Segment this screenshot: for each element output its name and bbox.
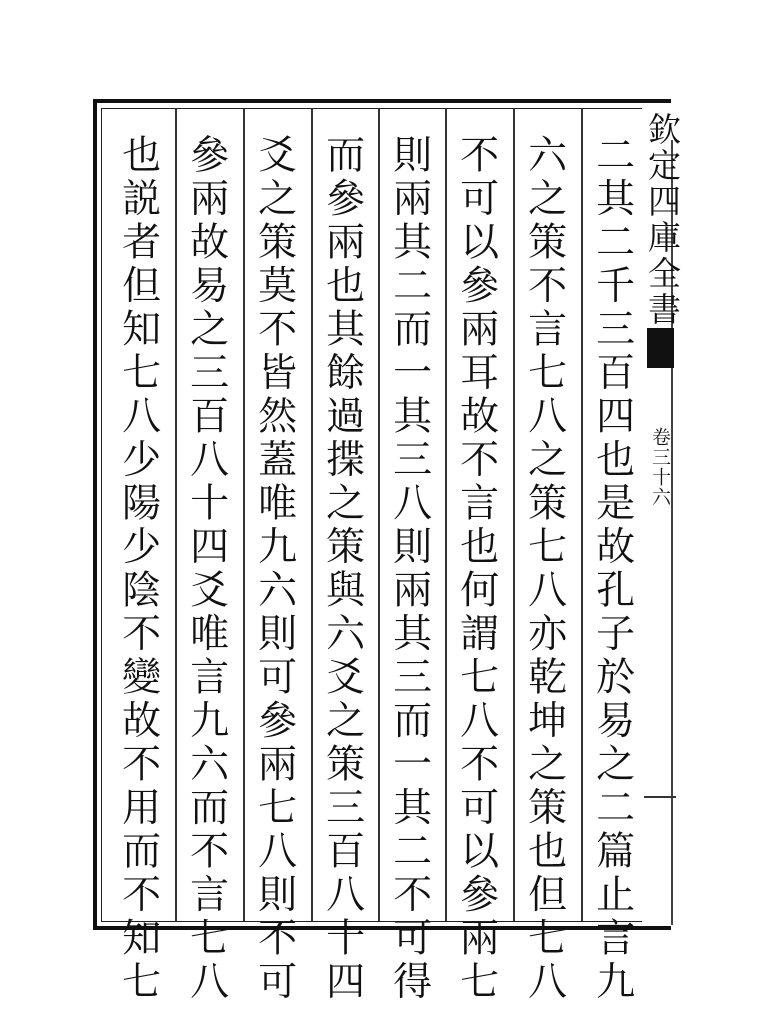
column-rule	[311, 109, 313, 921]
edge-divider	[644, 796, 676, 798]
text-column: 也説者但知七八少陽少陰不變故不用而不知七	[115, 134, 161, 1004]
column-rule	[378, 109, 380, 921]
text-column: 而參兩也其餘過揲之策與六爻之策三百八十四	[319, 134, 365, 1004]
volume-label	[650, 427, 669, 507]
column-rule	[513, 109, 515, 921]
column-rule	[445, 109, 447, 921]
text-column: 六之策不言七八之策七八亦乾坤之策也但七八	[521, 134, 567, 1004]
page-number: 十六	[649, 467, 671, 507]
text-column: 爻之策莫不皆然蓋唯九六則可參兩七八則不可	[251, 134, 297, 1004]
fishtail-mark	[647, 328, 674, 368]
column-rule	[175, 109, 177, 921]
text-column: 二其二千三百四也是故孔子於易之二篇止言九	[589, 134, 635, 1004]
text-column: 參兩故易之三百八十四爻唯言九六而不言七八	[183, 134, 229, 1004]
book-title: 欽定四庫全書	[643, 112, 682, 328]
text-column: 則兩其二而一其三八則兩其三而一其二不可得	[386, 134, 432, 1004]
text-column: 不可以參兩耳故不言也何謂七八不可以參兩七	[453, 134, 499, 1004]
column-rule	[243, 109, 245, 921]
volume-number: 卷三	[649, 427, 671, 467]
column-rule	[581, 109, 583, 921]
